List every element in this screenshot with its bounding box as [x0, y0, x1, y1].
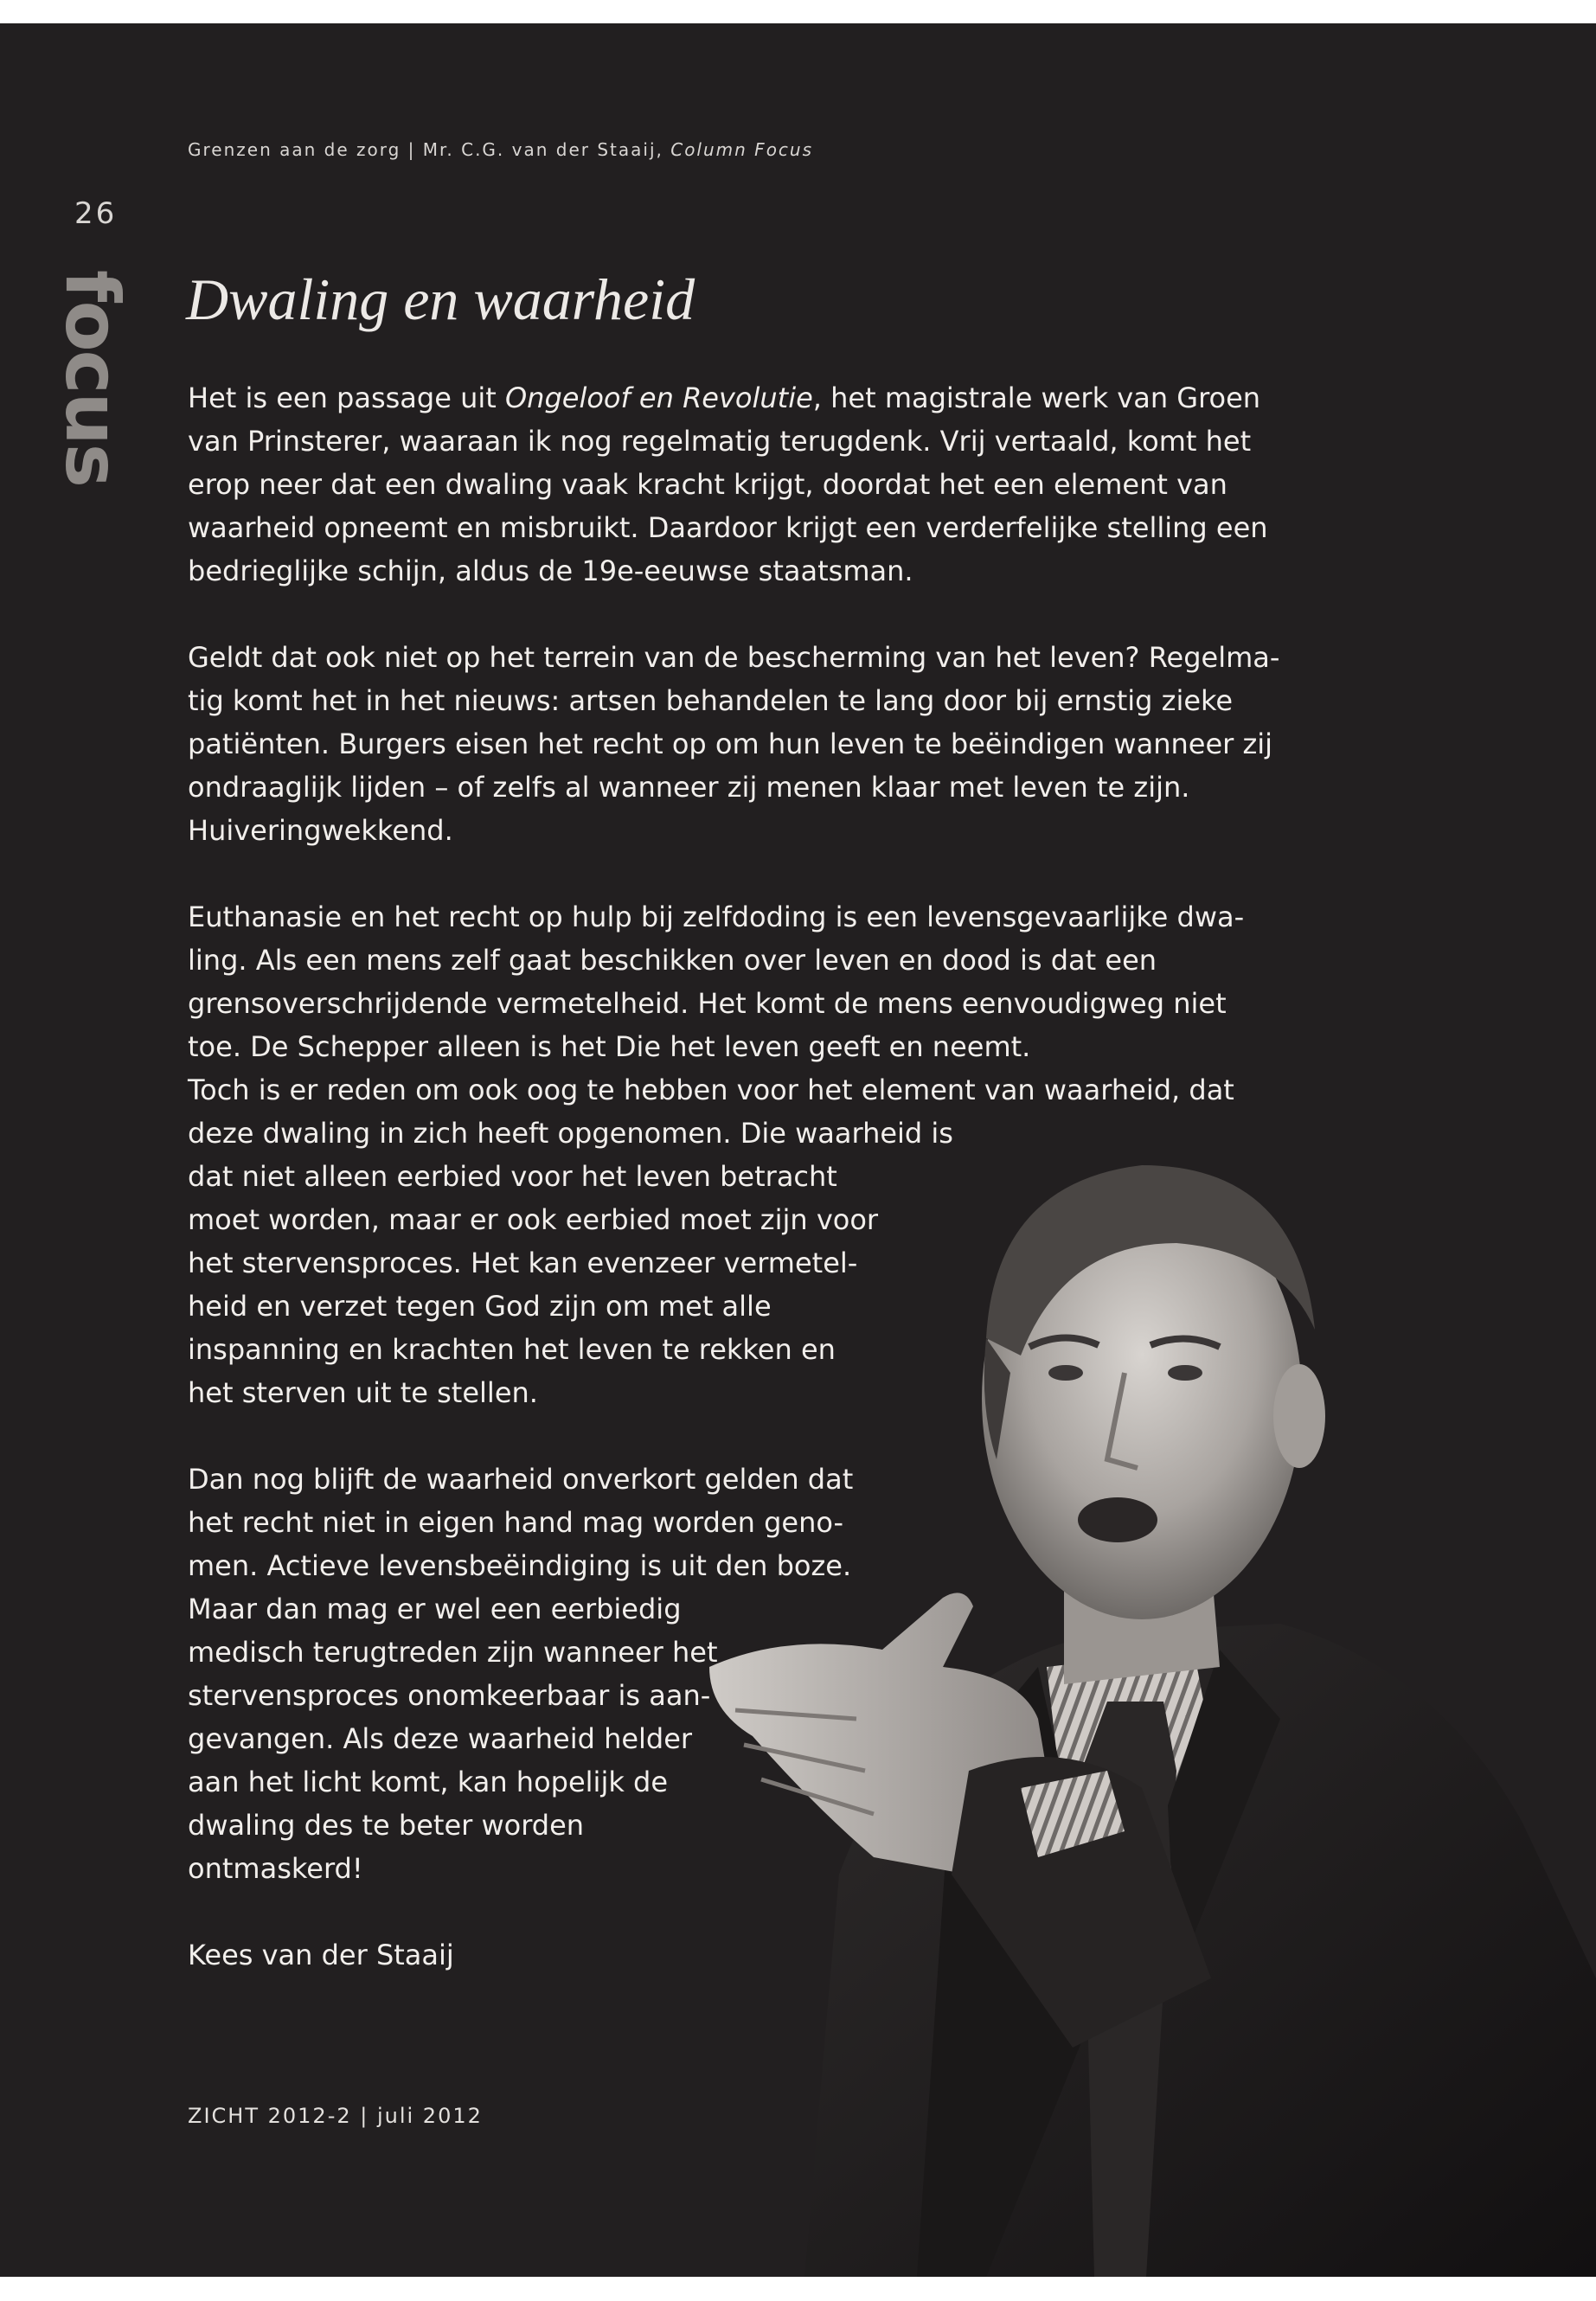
text-line: men. Actieve levensbeëindiging is uit den boze.: [188, 1549, 852, 1582]
running-head: [188, 139, 813, 160]
text-line: Euthanasie en het recht op hulp bij zelfdoding is een levensgevaarlijke dwa-: [188, 901, 1245, 933]
text-run: Het is een passage uit: [188, 381, 505, 414]
running-head-column-name: Column Focus: [670, 139, 814, 160]
text-line: inspanning en krachten het leven te rekken en: [188, 1333, 836, 1366]
text-line: gevangen. Als deze waarheid helder: [188, 1722, 693, 1755]
text-line: bedrieglijke schijn, aldus de 19e-eeuwse staatsman.: [188, 554, 913, 587]
book-title: Ongeloof en Revolutie: [504, 381, 813, 414]
text-line: dwaling des te beter worden: [188, 1809, 585, 1842]
running-head-text: Grenzen aan de zorg | Mr. C.G. van der Staaij,: [188, 139, 663, 160]
text-line: ontmaskerd!: [188, 1852, 363, 1885]
page-number: 26: [74, 196, 118, 231]
text-line: dat niet alleen eerbied voor het leven betracht: [188, 1160, 837, 1193]
text-line: Maar dan mag er wel een eerbiedig: [188, 1593, 682, 1625]
article-title: Dwaling en waarheid: [186, 266, 695, 332]
text-line: van Prinsterer, waaraan ik nog regelmatig terugdenk. Vrij vertaald, komt het: [188, 425, 1252, 458]
text-run: , het magistrale werk van Groen: [812, 381, 1261, 414]
text-line: [188, 376, 1261, 420]
text-line: het sterven uit te stellen.: [188, 1376, 538, 1409]
text-line: patiënten. Burgers eisen het recht op om hun leven te beëindigen wanneer zij: [188, 727, 1273, 760]
text-line: waarheid opneemt en misbruikt. Daardoor krijgt een verderfelijke stelling een: [188, 511, 1268, 544]
author-signature: Kees van der Staaij: [188, 1939, 454, 1971]
text-line: Geldt dat ook niet op het terrein van de bescherming van het leven? Regelma-: [188, 641, 1280, 674]
text-line: ondraaglijk lijden – of zelfs al wanneer zij menen klaar met leven te zijn.: [188, 771, 1190, 804]
text-line: aan het licht komt, kan hopelijk de: [188, 1766, 669, 1798]
text-line: ling. Als een mens zelf gaat beschikken over leven en dood is dat een: [188, 944, 1157, 977]
section-tab: [48, 270, 135, 486]
text-line: het recht niet in eigen hand mag worden geno-: [188, 1506, 844, 1539]
issue-footer: ZICHT 2012-2 | juli 2012: [188, 2104, 483, 2128]
text-line: het stervensproces. Het kan evenzeer vermetel-: [188, 1247, 858, 1279]
text-line: tig komt het in het nieuws: artsen behandelen te lang door bij ernstig zieke: [188, 684, 1234, 717]
section-tab-label: focus: [48, 270, 135, 486]
text-line: heid en verzet tegen God zijn om met alle: [188, 1290, 772, 1323]
text-line: stervensproces onomkeerbaar is aan-: [188, 1679, 711, 1712]
text-line: deze dwaling in zich heeft opgenomen. Die waarheid is: [188, 1117, 953, 1150]
text-line: moet worden, maar er ook eerbied moet zijn voor: [188, 1203, 879, 1236]
text-line: grensoverschrijdende vermetelheid. Het komt de mens eenvoudigweg niet: [188, 987, 1227, 1020]
magazine-page: [0, 23, 1596, 2277]
text-line: erop neer dat een dwaling vaak kracht krijgt, doordat het een element van: [188, 468, 1227, 501]
text-line: medisch terugtreden zijn wanneer het: [188, 1636, 718, 1669]
text-line: toe. De Schepper alleen is het Die het leven geeft en neemt.: [188, 1030, 1031, 1063]
text-line: Toch is er reden om ook oog te hebben voor het element van waarheid, dat: [188, 1074, 1234, 1106]
text-line: Huiveringwekkend.: [188, 814, 453, 847]
article-body: [188, 376, 1280, 1977]
text-line: Dan nog blijft de waarheid onverkort gelden dat: [188, 1463, 854, 1496]
